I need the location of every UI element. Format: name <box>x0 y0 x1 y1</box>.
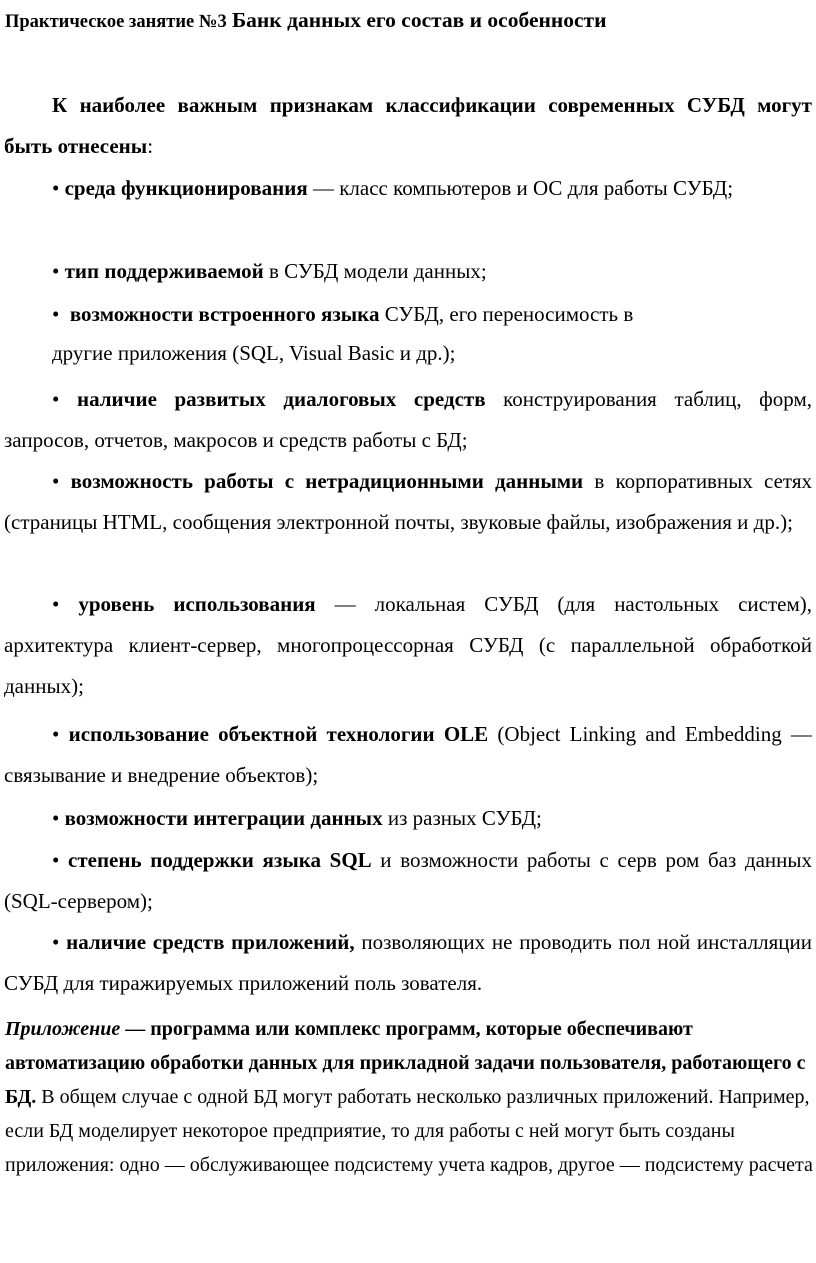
bullet: • <box>52 848 60 872</box>
list-item <box>4 251 812 292</box>
list-item-bold: возможность работы с нетрадиционными данными <box>70 469 584 493</box>
title-main: Банк данных его состав и особенности <box>231 8 607 32</box>
list-item <box>4 714 812 796</box>
list-item-text: конструирования таблиц, форм, запросов, отчетов, макросов и средств работы с БД; <box>4 387 812 452</box>
list-item-bold: тип поддерживаемой <box>64 259 264 283</box>
bullet: • <box>52 302 60 326</box>
list-item-bold: степень поддержки языка SQL <box>68 848 372 872</box>
bullet: • <box>52 387 60 411</box>
intro-tail: : <box>147 134 154 158</box>
list-item-text: в корпоративных сетях (страницы HTML, сообщения электронной почты, звуковые файлы, изображения и др.); <box>4 469 812 534</box>
list-item-bold: возможности встроенного языка <box>69 302 380 326</box>
definition-term: Приложение <box>5 1018 121 1040</box>
bullet: • <box>52 592 60 616</box>
list-item-bold: наличие развитых диалоговых средств <box>76 387 486 411</box>
list-item <box>4 292 812 376</box>
list-item <box>4 840 812 922</box>
list-item <box>4 798 812 839</box>
list-item-text: СУБД, его переносимость в <box>379 302 634 326</box>
list-item <box>4 461 812 543</box>
intro-paragraph <box>4 85 812 167</box>
list-item-bold: использование объектной технологии OLE <box>68 722 489 746</box>
bullet: • <box>52 259 60 283</box>
bullet: • <box>52 930 60 954</box>
bullet: • <box>52 176 60 200</box>
list-item-text: позволяющих не проводить пол ной инсталляции СУБД для тиражируемых приложений поль зователя. <box>4 930 813 995</box>
title-lead: Практическое занятие №3 <box>5 12 227 32</box>
bullet: • <box>52 469 60 493</box>
definition-bold: — программа или комплекс программ, которые обеспечивают автоматизацию обработки данных для прикладной задачи пользователя, работающего с БД. <box>5 1018 806 1108</box>
definition-text: В общем случае с одной БД могут работать несколько различных приложений. Например, если БД моделирует некоторое предприятие, то для работы с ней могут быть созданы приложения: одно — обслуживающее подсистему учета кадров, другое — подсистему расчета <box>5 1086 813 1176</box>
list-item <box>4 379 812 461</box>
list-item-text-continued: другие приложения (SQL, Visual Basic и др.); <box>52 341 456 365</box>
intro-bold: К наиболее важным признакам классификации современных СУБД могут быть отнесены <box>4 93 812 158</box>
list-item-bold: уровень использования <box>78 592 316 616</box>
list-item-text: (Object Linking and Embedding — связывание и внедрение объектов); <box>4 722 813 787</box>
list-item <box>4 168 812 209</box>
list-item-text: в СУБД модели данных; <box>263 259 487 283</box>
list-item <box>4 922 812 1004</box>
page-title <box>5 6 813 36</box>
list-item-text: — класс компьютеров и ОС для работы СУБД; <box>307 176 734 200</box>
list-item-bold: наличие средств приложений, <box>66 930 355 954</box>
list-item-text: и возможности работы с серв ром баз данных (SQL-сервером); <box>4 848 812 913</box>
list-item-text: — локальная СУБД (для настольных систем), архитектура клиент-сервер, многопроцессорная СУБД (с параллельной обработкой данных); <box>4 592 812 698</box>
definition-paragraph <box>5 1012 813 1182</box>
bullet: • <box>52 722 60 746</box>
list-item-bold: среда функционирования <box>64 176 308 200</box>
list-item <box>4 584 812 707</box>
list-item-text: из разных СУБД; <box>382 806 542 830</box>
list-item-bold: возможности интеграции данных <box>64 806 383 830</box>
bullet: • <box>52 806 60 830</box>
